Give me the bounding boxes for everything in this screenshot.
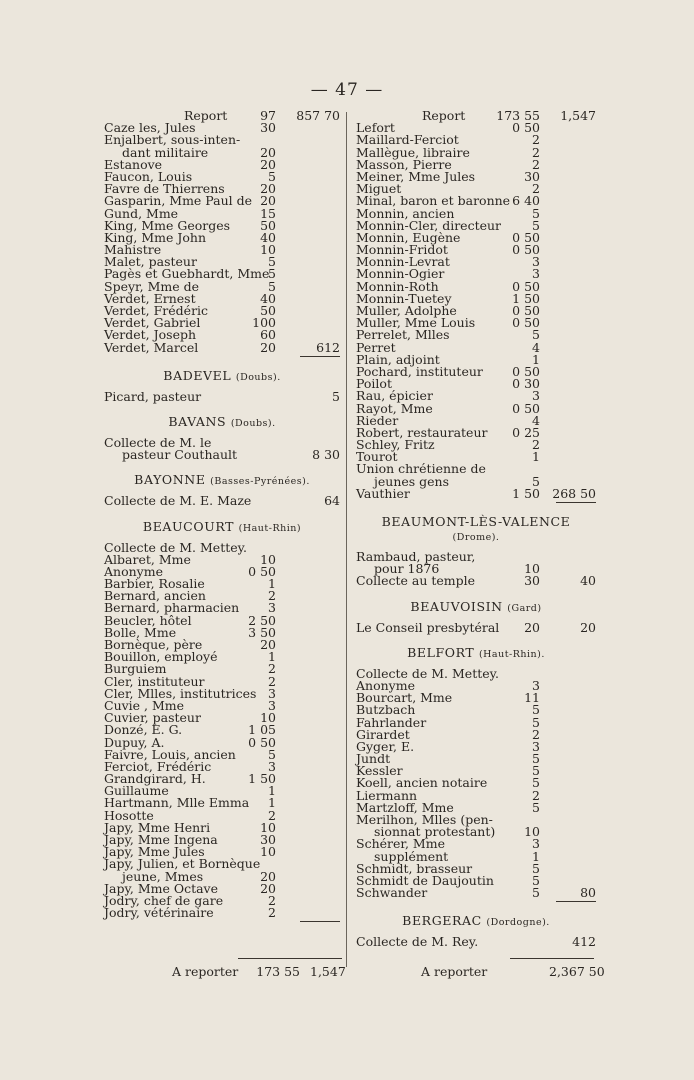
entry-amount: 30 [524,168,540,184]
entry-amount: 5 [268,266,276,282]
entry-amount: 1 [268,576,276,592]
entry-name: Bourcart, Mme [356,690,453,706]
column-divider [346,112,347,967]
entry-amount: 15 [260,205,276,221]
right-footer-rule [510,958,594,959]
entry-name: Dupuy, A. [104,734,165,750]
section-heading [104,369,340,385]
entry-name: Hosotte [104,807,154,823]
entry-name: jeune, Mmes [122,868,204,884]
entry-name: Perrelet, Mlles [356,327,450,343]
section-department: (Drome). [452,532,500,543]
entry-name: Monnin-Roth [356,278,439,294]
entry-name: Verdet, Marcel [104,339,199,355]
entry-amount: 2 [532,787,540,803]
subtotal-rule [556,502,596,503]
entry-name: Le Conseil presbytéral [356,619,500,635]
entry-name: Monnin-Cler, directeur [356,217,502,233]
entry-name: Jodry, vétérinaire [104,905,214,921]
section-heading [356,600,596,616]
entry-amount: 1 50 [512,485,540,501]
entry-amount: 2 [268,905,276,921]
entry-name: Collecte de M. Mettey. [104,539,248,555]
entry-amount: 30 [260,832,276,847]
entry-name: Kessler [356,763,403,779]
entry-amount: 0 50 [512,303,540,318]
entry-amount: 1 [268,649,276,665]
entry-name: Pochard, instituteur [356,363,483,379]
report-total: 857 70 [296,108,340,123]
entry-name: Girardet [356,726,410,742]
entry-amount: 3 [532,254,540,270]
list-item [104,495,340,507]
entry-amount: 30 [260,120,276,136]
entry-name: sionnat protestant) [374,824,496,840]
entry-amount: 11 [524,690,540,706]
entry-amount: 5 [532,205,540,221]
entry-amount: 20 [260,637,276,652]
section-department: (Doubs). [235,371,281,383]
page-number: — 47 — [310,80,384,100]
entry-amount: 10 [260,844,276,860]
entry-name: Ferciot, Frédéric [104,758,212,774]
entry-amount: 6 40 [512,193,540,209]
entry-amount: 0 50 [512,242,540,258]
entry-name: Cler, instituteur [104,673,205,689]
entry-name: Robert, restaurateur [356,424,488,440]
section-heading [104,415,340,431]
section-place: BEAUMONT-LÈS-VALENCE [381,514,571,529]
section-heading [104,473,340,489]
entry-amount: 5 [268,168,276,184]
entry-amount: 0 50 [248,734,276,750]
right-footer-total: 2,367 50 [549,964,605,979]
entry-name: Mahistre [104,242,162,258]
right-column [356,110,596,949]
entry-amount: 4 [532,339,540,355]
section-department: (Basses-Pyrénées). [210,476,310,488]
entry-name: Verdet, Frédéric [104,303,209,318]
entry-amount: 3 [532,388,540,404]
list-item [104,449,340,461]
entry-name: Caze les, Jules [104,120,196,136]
entry-amount: 1 [532,848,540,864]
entry-name: Grandgirard, H. [104,771,206,787]
entry-amount: 5 [532,775,540,791]
entry-name: Collecte de M. Rey. [356,934,479,950]
left-footer [172,964,346,979]
entry-name: Pagès et Guebhardt, Mme [104,266,270,282]
entry-name: Schérer, Mme [356,836,445,852]
entry-name: Liermann [356,787,418,803]
entry-name: Rayot, Mme [356,400,433,416]
section-department: (Dordogne). [486,917,550,929]
entry-name: Maillard-Ferciot [356,132,459,148]
entry-name: Union chrétienne de [356,461,486,477]
entry-amount: 40 [260,290,276,306]
entry-total: 268 50 [552,485,596,501]
entry-amount: 20 [260,193,276,209]
entry-amount: 20 [260,880,276,896]
entry-name: Jundt [356,751,391,767]
entry-name: Cler, Mlles, institutrices [104,685,257,701]
entry-amount: 2 [532,144,540,160]
entry-name: Butzbach [356,702,416,718]
entry-name: Lefort [356,120,395,136]
entry-name: Japy, Mme Henri [104,819,211,835]
entry-name: dant militaire [122,144,209,160]
section-department: (Haut-Rhin). [478,648,545,660]
entry-name: Cuvie , Mme [104,697,185,713]
entry-amount: 5 [268,278,276,294]
entry-name: Hartmann, Mlle Emma [104,795,250,811]
section-place: BELFORT [407,644,475,660]
list-item [356,738,596,754]
entry-amount: 5 [532,751,540,767]
entry-name: Collecte de M. Mettey. [356,665,500,681]
entry-name: Japy, Mme Jules [104,844,205,860]
entry-name: Martzloff, Mme [356,799,454,815]
entry-name: Cuvier, pasteur [104,710,201,726]
entry-name: Bouillon, employé [104,649,218,665]
entry-amount: 2 50 [248,612,276,628]
entry-name: Monnin-Ogier [356,266,445,282]
entry-name: Collecte de M. E. Maze [104,493,252,509]
entry-name: Monnin-Fridot [356,242,448,258]
entry-name: Speyr, Mme de [104,278,199,294]
entry-amount: 5 [532,885,540,901]
entry-name: Japy, Julien, et Bornèque [104,856,261,872]
entry-amount: 3 50 [248,624,276,640]
entry-amount: 10 [260,819,276,835]
entry-name: Schley, Fritz [356,437,435,453]
entry-total: 80 [580,885,596,901]
entry-amount: 5 [532,217,540,233]
entry-name: Enjalbert, sous-inten- [104,132,241,148]
list-item [104,339,340,355]
entry-total: 8 30 [312,447,340,463]
section-place: BADEVEL [163,367,232,383]
subtotal-rule [556,901,596,902]
section-place: BEAUVOISIN [410,598,503,614]
section-heading [356,914,596,930]
list-item [356,485,596,501]
entry-name: King, Mme Georges [104,217,231,233]
section-heading [104,520,340,536]
entry-name: Albaret, Mme [104,551,191,567]
entry-name: King, Mme John [104,229,206,245]
entry-total: 20 [580,619,596,635]
entry-amount: 20 [524,619,540,635]
section-heading [356,515,596,545]
list-item [356,936,596,948]
entry-amount: 2 [532,156,540,172]
entry-name: Japy, Mme Ingena [104,832,218,847]
entry-amount: 10 [260,710,276,726]
entry-amount: 40 [260,229,276,245]
report-label: Report [184,108,228,123]
entry-amount: 20 [260,144,276,160]
entry-name: Vauthier [356,485,410,501]
entry-amount: 1 [268,795,276,811]
entry-amount: 1 [268,783,276,799]
list-item [356,575,596,587]
entry-amount: 2 [268,673,276,689]
entry-name: pasteur Couthault [122,447,238,463]
entry-name: Meiner, Mme Jules [356,168,476,184]
entry-amount: 2 [532,726,540,742]
entry-amount: 0 25 [512,424,540,440]
left-footer-amount: 173 55 [256,964,301,979]
entry-amount: 5 [532,473,540,489]
section-place: BAYONNE [134,472,206,488]
report-total: 1,547 [560,108,596,123]
entry-name: Anonyme [104,563,163,579]
entry-total: 64 [324,493,340,509]
section-place: BEAUCOURT [142,518,235,534]
entry-total: 412 [572,934,596,950]
entry-name: Burguiem [104,661,167,677]
entry-amount: 1 05 [248,722,276,738]
entry-name: supplément [374,848,449,864]
entry-amount: 3 [268,600,276,616]
entry-amount: 5 [268,746,276,762]
list-item [356,363,596,379]
entry-amount: 1 50 [512,290,540,306]
entry-amount: 1 [532,351,540,367]
entry-amount: 3 [268,685,276,701]
entry-amount: 0 50 [512,229,540,245]
entry-name: Muller, Adolphe [356,303,457,318]
entry-name: Anonyme [356,677,415,693]
entry-amount: 2 [268,892,276,908]
entry-amount: 0 50 [512,363,540,379]
entry-name: Monnin-Levrat [356,254,450,270]
entry-name: Verdet, Joseph [104,327,197,343]
left-footer-total: 1,547 [310,964,346,979]
entry-amount: 60 [260,327,276,343]
report-amount: 173 55 [496,108,540,123]
entry-name: Japy, Mme Octave [104,880,219,896]
entry-name: Gund, Mme [104,205,179,221]
entry-name: Fahrlander [356,714,427,730]
entry-name: Merilhon, Mlles (pen- [356,812,493,827]
entry-name: Rieder [356,412,399,428]
entry-name: Schmidt, brasseur [356,860,473,876]
entry-amount: 3 [268,758,276,774]
entry-name: Bernard, ancien [104,588,206,604]
entry-name: Guillaume [104,783,169,799]
entry-amount: 3 [268,697,276,713]
entry-amount: 2 [532,181,540,197]
entry-amount: 20 [260,339,276,355]
section-place: BAVANS [168,413,227,429]
entry-amount: 5 [532,714,540,730]
right-footer [421,964,605,979]
entry-name: Monnin, Eugène [356,229,461,245]
entry-name: Bernard, pharmacien [104,600,240,616]
entry-name: Faivre, Louis, ancien [104,746,236,762]
entry-name: Rambaud, pasteur, [356,549,476,564]
entry-amount: 5 [532,860,540,876]
entry-name: Rau, épicier [356,388,433,404]
entry-total: 612 [316,339,340,355]
entry-amount: 2 [268,661,276,677]
entry-name: Monnin-Tuetey [356,290,452,306]
entry-name: Muller, Mme Louis [356,315,476,331]
entry-amount: 2 [268,588,276,604]
entry-name: Tourot [356,449,398,465]
entry-amount: 50 [260,303,276,318]
entry-name: Collecte de M. le [104,434,212,450]
entry-amount: 20 [260,181,276,197]
entry-total: 5 [332,388,340,404]
entry-amount: 0 50 [248,563,276,579]
entry-name: Bolle, Mme [104,624,177,640]
entry-amount: 30 [524,573,540,589]
entry-amount: 10 [260,551,276,567]
entry-amount: 20 [260,156,276,172]
entry-name: Bornèque, père [104,637,203,652]
entry-name: Minal, baron et baronne [356,193,511,209]
entry-amount: 50 [260,217,276,233]
entry-amount: 0 50 [512,120,540,136]
entry-amount: 0 50 [512,278,540,294]
entry-name: Perret [356,339,396,355]
entry-amount: 0 50 [512,315,540,331]
entry-amount: 2 [532,437,540,453]
entry-name: Masson, Pierre [356,156,452,172]
entry-amount: 3 [532,836,540,852]
list-item [104,388,340,404]
subtotal-rule [300,921,340,922]
entry-name: Estanove [104,156,163,172]
entry-name: Jodry, chef de gare [104,892,224,908]
entry-amount: 1 [532,449,540,465]
entry-amount: 5 [532,702,540,718]
entry-amount: 0 50 [512,400,540,416]
entry-name: Mallègue, libraire [356,144,470,160]
left-footer-label: A reporter [172,964,239,979]
entry-amount: 3 [532,266,540,282]
section-department: (Gard) [507,602,542,614]
entry-amount: 10 [260,242,276,258]
entry-name: Beucler, hôtel [104,612,192,628]
entry-name: Schwander [356,885,428,901]
entry-name: Verdet, Ernest [104,290,196,306]
section-department: (Doubs). [230,417,276,429]
entry-name: Donzé, E. G. [104,722,183,738]
entry-name: Gasparin, Mme Paul de [104,193,253,209]
left-column [104,110,340,924]
entry-amount: 20 [260,868,276,884]
entry-name: Poilot [356,376,392,392]
entry-amount: 3 [532,738,540,754]
entry-amount: 5 [532,872,540,888]
entry-amount: 10 [524,824,540,840]
subtotal-rule [300,356,340,357]
entry-amount: 5 [532,763,540,779]
entry-amount: 5 [268,254,276,270]
report-label: Report [422,108,466,123]
entry-amount: 10 [524,561,540,577]
entry-amount: 5 [532,327,540,343]
entry-name: Koell, ancien notaire [356,775,488,791]
list-item [356,887,596,899]
entry-name: Gyger, E. [356,738,415,754]
entry-name: Verdet, Gabriel [104,315,201,331]
right-footer-label: A reporter [421,964,488,979]
entry-name: Malet, pasteur [104,254,197,270]
entry-name: Monnin, ancien [356,205,455,221]
entry-name: pour 1876 [374,561,440,577]
left-footer-rule [238,958,342,959]
report-amount: 97 [260,108,276,123]
entry-amount: 2 [268,807,276,823]
entry-amount: 2 [532,132,540,148]
section-place: BERGERAC [402,913,482,929]
entry-amount: 1 50 [248,771,276,787]
entry-name: Schmidt de Daujoutin [356,872,494,888]
entry-name: Miguet [356,181,402,197]
entry-name: jeunes gens [374,473,450,489]
section-department: (Haut-Rhin) [238,522,302,534]
entry-amount: 100 [252,315,276,331]
list-item [356,619,596,635]
section-heading [356,646,596,662]
entry-amount: 3 [532,677,540,693]
list-item [104,907,340,919]
entry-name: Plain, adjoint [356,351,440,367]
entry-amount: 0 30 [512,376,540,392]
entry-name: Collecte au temple [356,573,476,589]
entry-amount: 4 [532,412,540,428]
entry-name: Faucon, Louis [104,168,193,184]
entry-name: Picard, pasteur [104,388,202,404]
entry-name: Barbier, Rosalie [104,576,205,592]
entry-amount: 5 [532,799,540,815]
entry-name: Favre de Thierrens [104,181,225,197]
entry-total: 40 [580,573,596,589]
